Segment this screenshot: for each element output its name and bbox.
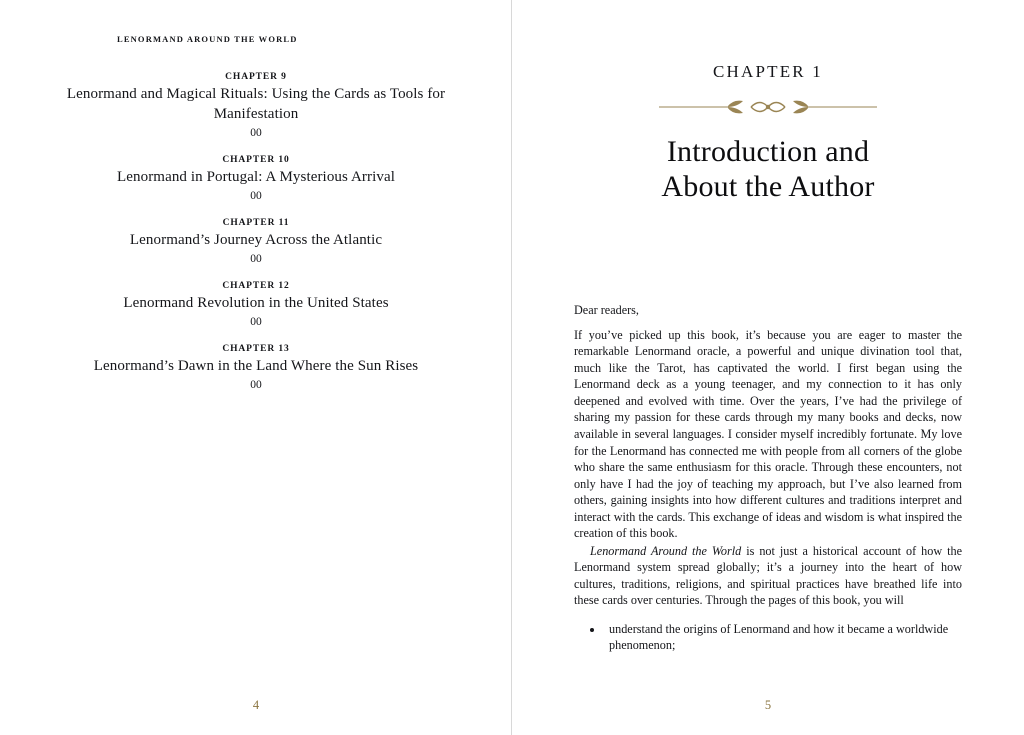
toc-entry-title: Lenormand’s Dawn in the Land Where the Sun Rises (93, 357, 419, 374)
toc-entry-title: Lenormand Revolution in the United States (123, 294, 389, 311)
toc-page-number: 00 (250, 378, 262, 391)
folio-left: 4 (252, 698, 260, 712)
book-title-italic: Lenormand Around the World (590, 543, 742, 558)
table-of-contents (62, 72, 450, 391)
toc-entry-title: Lenormand in Portugal: A Mysterious Arrival (116, 168, 396, 185)
folio-right: 5 (764, 698, 772, 712)
toc-page-number: 00 (250, 126, 262, 139)
toc-chapter-label: CHAPTER 12 (222, 280, 290, 291)
chapter-title (574, 134, 962, 205)
list-item: • understand the origins of Lenormand and how it became a worldwide phenomenon; (604, 621, 962, 654)
toc-entry[interactable] (62, 281, 450, 328)
right-page (512, 0, 1024, 735)
toc-entry[interactable] (62, 155, 450, 202)
toc-entry-title: Lenormand and Magical Rituals: Using the Cards as Tools for Manifestation (66, 86, 446, 122)
body-paragraph-2 (574, 543, 962, 609)
toc-chapter-label: CHAPTER 13 (222, 343, 290, 354)
body-paragraph-1: If you’ve picked up this book, it’s because you are eager to master the remarkable Lenormand oracle, a powerful and unique divination tool that, much like the Tarot, has captivated the world. I first began using the Lenormand deck as a young teenager, and my connection to it has only deepened and evolved with time. Over the years, I’ve had the privilege of sharing my passion for these cards through my many books and decks, now available in several languages. I consider myself incredibly fortunate. My love for the Lenormand has connected me with people from all corners of the globe who share the same enthusiasm for this oracle. Through these encounters, not only have I had the joy of teaching my approach, but I’ve also learned from others, gaining insights into how different cultures and traditions interpret and interact with the cards. This exchange of ideas and wisdom is what inspired the creation of this book. (574, 327, 962, 541)
toc-entry[interactable] (62, 72, 450, 139)
toc-entry[interactable] (62, 218, 450, 265)
body-paragraph-2-rest: is not just a historical account of how the Lenormand system spread globally; it’s a journey into the heart of how cultures, traditions, religions, and spiritual practices have breathed life into these cards over centuries. Through the pages of this book, you will (574, 543, 963, 608)
bullet-list (574, 621, 962, 654)
chapter-body (574, 303, 962, 654)
toc-entry[interactable] (62, 344, 450, 391)
toc-chapter-label: CHAPTER 9 (225, 72, 287, 82)
chapter-title-line-1: Introduction and (666, 135, 870, 168)
toc-page-number: 00 (250, 315, 262, 328)
chapter-title-line-2: About the Author (661, 170, 875, 204)
toc-chapter-label: CHAPTER 10 (222, 154, 290, 165)
running-head: LENORMAND AROUND THE WORLD (117, 34, 298, 44)
toc-entry-title: Lenormand’s Journey Across the Atlantic (129, 231, 383, 248)
salutation: Dear readers, (574, 302, 639, 317)
toc-page-number: 00 (250, 189, 262, 202)
toc-page-number: 00 (250, 252, 262, 265)
chapter-label: CHAPTER 1 (712, 62, 823, 81)
toc-chapter-label: CHAPTER 11 (222, 217, 290, 228)
ornamental-divider-icon (659, 96, 877, 118)
